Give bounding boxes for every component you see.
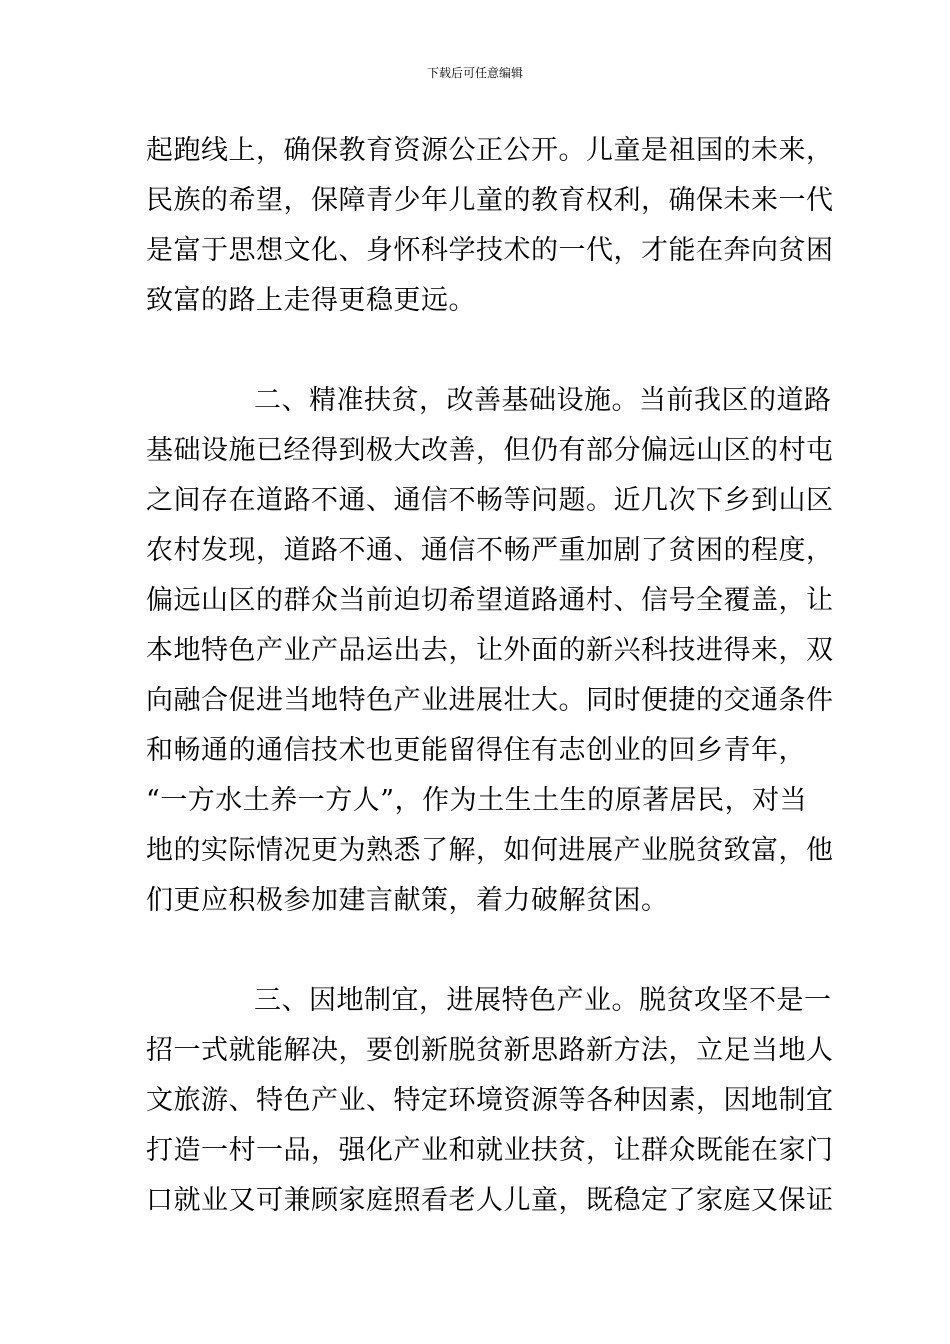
text-line: 口就业又可兼顾家庭照看老人儿童，既稳定了家庭又保证 [146, 1185, 834, 1216]
text-line: 农村发现，道路不通、通信不畅严重加剧了贫困的程度， [146, 535, 834, 566]
text-line: “一方水土养一方人”，作为土生土生的原著居民，对当 [146, 785, 808, 816]
paragraph-spacer [146, 326, 811, 376]
text-line: 基础设施已经得到极大改善，但仍有部分偏远山区的村屯 [146, 435, 834, 466]
paragraph-spacer [146, 926, 811, 976]
text-line: 偏远山区的群众当前迫切希望道路通村、信号全覆盖，让 [146, 585, 834, 616]
text-line: 招一式就能解决，要创新脱贫新思路新方法，立足当地人 [146, 1035, 834, 1066]
text-line: 本地特色产业产品运出去，让外面的新兴科技进得来，双 [146, 635, 834, 666]
paragraph-infrastructure [146, 376, 834, 926]
text-line: 之间存在道路不通、通信不畅等问题。近几次下乡到山区 [146, 485, 834, 516]
text-line: 打造一村一品，强化产业和就业扶贫，让群众既能在家门 [146, 1135, 834, 1166]
page-header: 下载后可任意编辑 [426, 66, 523, 80]
text-line: 向融合促进当地特色产业进展壮大。同时便捷的交通条件 [146, 685, 834, 716]
text-line: 文旅游、特色产业、特定环境资源等各种因素，因地制宜 [146, 1085, 834, 1116]
text-line: 和畅通的通信技术也更能留得住有志创业的回乡青年， [146, 735, 806, 766]
text-line: 地的实际情况更为熟悉了解，如何进展产业脱贫致富，他 [146, 835, 834, 866]
text-line: 们更应积极参加建言献策，着力破解贫困。 [146, 885, 669, 916]
text-line: 是富于思想文化、身怀科学技术的一代，才能在奔向贫困 [146, 235, 834, 266]
paragraph-industry [146, 976, 834, 1226]
text-line-first: 三、因地制宜，进展特色产业。脱贫攻坚不是一 [254, 985, 832, 1016]
text-line-first: 二、精准扶贫，改善基础设施。当前我区的道路 [254, 385, 832, 416]
text-line: 民族的希望，保障青少年儿童的教育权利，确保未来一代 [146, 185, 834, 216]
text-line: 致富的路上走得更稳更远。 [146, 285, 476, 316]
text-line: 起跑线上，确保教育资源公正公开。儿童是祖国的未来， [146, 135, 834, 166]
paragraph-education [146, 126, 834, 326]
document-body [146, 126, 834, 1226]
